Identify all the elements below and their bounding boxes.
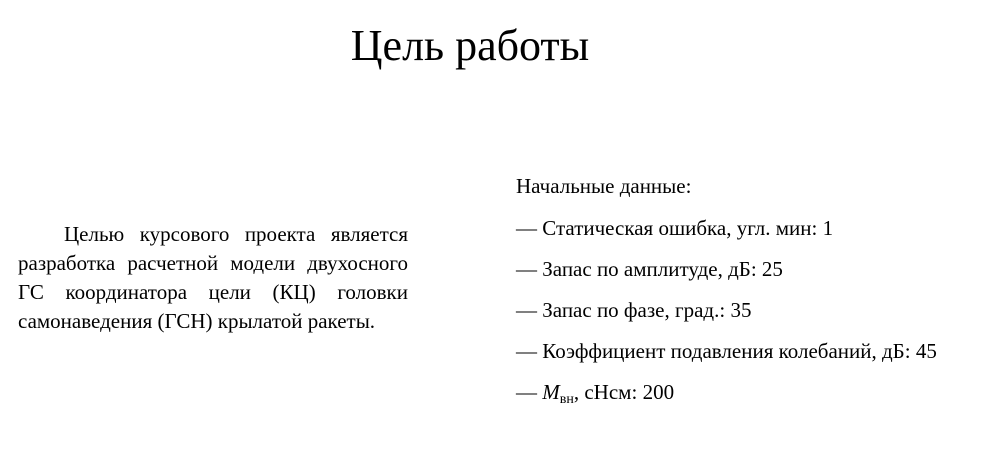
initial-data-list bbox=[516, 214, 986, 414]
data-item-unit: сНсм bbox=[584, 380, 632, 404]
list-dash: — bbox=[516, 216, 537, 240]
initial-data-heading: Начальные данные: bbox=[516, 174, 692, 198]
data-item-value: 200 bbox=[642, 380, 675, 404]
list-dash: — bbox=[516, 257, 537, 281]
moment-subscript: вн bbox=[559, 392, 574, 407]
data-item-suppression-coefficient: — Коэффициент подавления колебаний, дБ: 45 bbox=[516, 339, 937, 363]
data-item-value: 35 bbox=[730, 298, 752, 322]
data-item-value: 1 bbox=[822, 216, 834, 240]
list-dash: — bbox=[516, 380, 537, 404]
data-item-label: Статическая ошибка, угл. мин bbox=[542, 216, 812, 240]
data-item-gain-margin: — Запас по амплитуде, дБ: 25 bbox=[516, 257, 783, 281]
data-item-label: Запас по фазе, град. bbox=[542, 298, 720, 322]
data-item-external-moment: — Mвн, сНсм: 200 bbox=[516, 380, 675, 407]
list-dash: — bbox=[516, 298, 537, 322]
slide-title: Цель работы bbox=[350, 21, 590, 70]
data-item-value: 45 bbox=[915, 339, 937, 363]
data-item-label: Коэффициент подавления колебаний, дБ bbox=[542, 339, 905, 363]
initial-data-section bbox=[516, 172, 986, 427]
moment-symbol: M bbox=[542, 380, 560, 404]
data-item-static-error: — Статическая ошибка, угл. мин: 1 bbox=[516, 216, 834, 240]
data-item-label: Запас по амплитуде, дБ bbox=[542, 257, 751, 281]
data-item-value: 25 bbox=[761, 257, 783, 281]
goal-paragraph: Целью курсового проекта является разработка расчетной модели двухосного ГС координатора цели (КЦ) головки самонаведения (ГСН) крылатой ракеты. bbox=[18, 222, 408, 333]
list-dash: — bbox=[516, 339, 537, 363]
data-item-phase-margin: — Запас по фазе, град.: 35 bbox=[516, 298, 752, 322]
